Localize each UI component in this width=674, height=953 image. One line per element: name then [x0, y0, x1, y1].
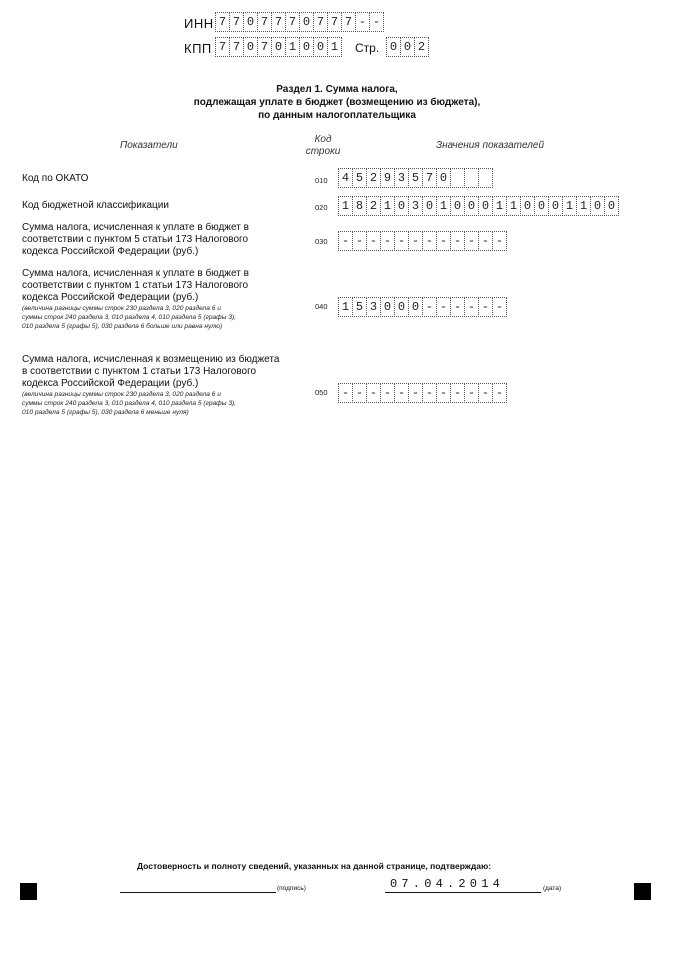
digit-cell[interactable]: - [450, 297, 465, 317]
digit-cell[interactable]: 3 [366, 297, 381, 317]
digit-cell[interactable]: 0 [380, 297, 395, 317]
digit-cell[interactable]: 0 [436, 168, 451, 188]
digit-cell[interactable]: - [369, 12, 384, 32]
digit-cell[interactable]: - [366, 231, 381, 251]
digit-cell[interactable]: - [492, 231, 507, 251]
inn-label: ИНН [184, 16, 214, 31]
row-label-line: Код бюджетной классификации [22, 200, 169, 211]
digit-cell[interactable]: 1 [338, 297, 353, 317]
page-label: Стр. [355, 41, 380, 55]
digit-cell[interactable]: 0 [271, 37, 286, 57]
row-label [22, 354, 312, 417]
section-title-line2: подлежащая уплате в бюджет (возмещению из бюджета), [193, 97, 481, 108]
row-label-line: кодекса Российской Федерации (руб.) [22, 246, 199, 257]
digit-cell[interactable]: 2 [366, 168, 381, 188]
row-note-line: суммы строк 240 раздела 3, 010 раздела 4, 010 раздела 5 (графы 3), [22, 314, 237, 321]
digit-cell[interactable] [464, 168, 479, 188]
row-value-cells [338, 196, 618, 216]
digit-cell[interactable]: - [380, 383, 395, 403]
digit-cell[interactable]: 1 [562, 196, 577, 216]
row-label-line: Сумма налога, исчисленная к уплате в бюджет в [22, 268, 249, 279]
date-label: (дата) [543, 885, 562, 892]
digit-cell[interactable]: 5 [408, 168, 423, 188]
digit-cell[interactable] [450, 168, 465, 188]
digit-cell[interactable]: 8 [352, 196, 367, 216]
row-label-line: соответствии с пунктом 1 статьи 173 Налогового [22, 280, 249, 291]
digit-cell[interactable]: - [450, 383, 465, 403]
digit-cell[interactable]: 5 [352, 168, 367, 188]
kpp-label: КПП [184, 41, 212, 56]
digit-cell[interactable]: 3 [408, 196, 423, 216]
row-code: 010 [315, 176, 328, 185]
digit-cell[interactable]: 0 [422, 196, 437, 216]
row-label-line: соответствии с пунктом 5 статьи 173 Налогового [22, 234, 249, 245]
digit-cell[interactable]: - [408, 231, 423, 251]
digit-cell[interactable]: 0 [520, 196, 535, 216]
digit-cell[interactable]: 0 [299, 12, 314, 32]
row-label [22, 268, 312, 331]
digit-cell[interactable]: 1 [338, 196, 353, 216]
section-title-line1: Раздел 1. Сумма налога, [276, 84, 398, 95]
row-value-cells [338, 297, 506, 317]
digit-cell[interactable]: 1 [285, 37, 300, 57]
digit-cell[interactable]: - [366, 383, 381, 403]
digit-cell[interactable]: 1 [380, 196, 395, 216]
digit-cell[interactable]: 7 [229, 12, 244, 32]
row-note-line: 010 раздела 5 (графы 5), 030 раздела 6 меньше нуля) [22, 409, 189, 416]
digit-cell[interactable]: 7 [215, 37, 230, 57]
digit-cell[interactable]: 0 [450, 196, 465, 216]
row-note-line: (величина разницы суммы строк 230 раздела 3, 020 раздела 6 и [22, 391, 221, 398]
digit-cell[interactable]: - [478, 297, 493, 317]
digit-cell[interactable]: - [478, 383, 493, 403]
digit-cell[interactable]: 7 [257, 12, 272, 32]
row-code: 020 [315, 203, 328, 212]
digit-cell[interactable]: 0 [548, 196, 563, 216]
digit-cell[interactable]: 0 [299, 37, 314, 57]
date-line [385, 892, 541, 893]
col-code-line1: Код [314, 134, 332, 145]
digit-cell[interactable]: 7 [257, 37, 272, 57]
digit-cell[interactable]: - [464, 231, 479, 251]
digit-cell[interactable]: 7 [341, 12, 356, 32]
digit-cell[interactable]: 0 [464, 196, 479, 216]
digit-cell[interactable]: 0 [400, 37, 415, 57]
digit-cell[interactable]: 0 [478, 196, 493, 216]
digit-cell[interactable]: - [338, 383, 353, 403]
digit-cell[interactable]: - [436, 383, 451, 403]
corner-marker-right [634, 883, 651, 900]
digit-cell[interactable]: 0 [590, 196, 605, 216]
digit-cell[interactable]: 7 [313, 12, 328, 32]
digit-cell[interactable]: 0 [243, 37, 258, 57]
row-label-line: в соответствии с пунктом 1 статьи 173 Налогового [22, 366, 257, 377]
row-label-line: Сумма налога, исчисленная к уплате в бюджет в [22, 222, 249, 233]
section-title-line3: по данным налогоплательщика [258, 110, 416, 121]
digit-cell[interactable]: 1 [327, 37, 342, 57]
digit-cell[interactable]: 2 [366, 196, 381, 216]
digit-cell[interactable]: 1 [506, 196, 521, 216]
digit-cell[interactable]: - [408, 383, 423, 403]
digit-cell[interactable]: 3 [394, 168, 409, 188]
digit-cell[interactable]: 7 [229, 37, 244, 57]
digit-cell[interactable]: 1 [492, 196, 507, 216]
row-code: 050 [315, 388, 328, 397]
digit-cell[interactable]: 0 [604, 196, 619, 216]
digit-cell[interactable]: 4 [338, 168, 353, 188]
digit-cell[interactable]: - [338, 231, 353, 251]
digit-cell[interactable]: - [450, 231, 465, 251]
row-label [22, 173, 312, 185]
digit-cell[interactable]: 9 [380, 168, 395, 188]
digit-cell[interactable]: - [394, 383, 409, 403]
digit-cell[interactable]: - [352, 383, 367, 403]
row-value-cells [338, 383, 506, 403]
section-title [150, 83, 524, 122]
digit-cell[interactable]: 0 [243, 12, 258, 32]
digit-cell[interactable]: - [492, 383, 507, 403]
digit-cell[interactable]: - [492, 297, 507, 317]
digit-cell[interactable]: 7 [271, 12, 286, 32]
digit-cell[interactable]: 1 [436, 196, 451, 216]
digit-cell[interactable]: 0 [313, 37, 328, 57]
row-note-line: 010 раздела 5 (графы 5), 030 раздела 6 больше или равна нулю) [22, 323, 223, 330]
col-code [300, 134, 346, 158]
digit-cell[interactable]: - [380, 231, 395, 251]
row-value-cells [338, 231, 506, 251]
digit-cell[interactable] [478, 168, 493, 188]
digit-cell[interactable]: 0 [408, 297, 423, 317]
signature-label: (подпись) [277, 885, 306, 892]
row-label [22, 200, 312, 212]
digit-cell[interactable]: 7 [327, 12, 342, 32]
page-cells [386, 37, 428, 57]
digit-cell[interactable]: - [422, 231, 437, 251]
digit-cell[interactable]: - [436, 231, 451, 251]
row-value-cells [338, 168, 492, 188]
digit-cell[interactable]: - [422, 383, 437, 403]
corner-marker-left [20, 883, 37, 900]
date-value: 07.04.2014 [390, 877, 505, 891]
kpp-cells [215, 37, 341, 57]
row-label-line: кодекса Российской Федерации (руб.) [22, 292, 199, 303]
digit-cell[interactable]: 0 [386, 37, 401, 57]
digit-cell[interactable]: - [464, 383, 479, 403]
digit-cell[interactable]: 5 [352, 297, 367, 317]
digit-cell[interactable]: 0 [394, 297, 409, 317]
digit-cell[interactable]: 0 [394, 196, 409, 216]
digit-cell[interactable]: 0 [534, 196, 549, 216]
row-code: 030 [315, 237, 328, 246]
digit-cell[interactable]: 2 [414, 37, 429, 57]
col-code-line2: строки [305, 146, 341, 157]
digit-cell[interactable]: 7 [285, 12, 300, 32]
row-label [22, 222, 312, 258]
confirmation-text: Достоверность и полноту сведений, указанных на данной странице, подтверждаю: [137, 861, 492, 871]
row-label-line: Код по ОКАТО [22, 173, 89, 184]
digit-cell[interactable]: - [352, 231, 367, 251]
row-label-line: кодекса Российской Федерации (руб.) [22, 378, 199, 389]
inn-cells [215, 12, 383, 32]
col-indicators: Показатели [120, 140, 178, 151]
digit-cell[interactable]: 7 [422, 168, 437, 188]
digit-cell[interactable]: 1 [576, 196, 591, 216]
digit-cell[interactable]: - [478, 231, 493, 251]
digit-cell[interactable]: 7 [215, 12, 230, 32]
digit-cell[interactable]: - [436, 297, 451, 317]
row-code: 040 [315, 302, 328, 311]
digit-cell[interactable]: - [355, 12, 370, 32]
row-label-line: Сумма налога, исчисленная к возмещению из бюджета [22, 354, 280, 365]
digit-cell[interactable]: - [422, 297, 437, 317]
digit-cell[interactable]: - [464, 297, 479, 317]
col-values: Значения показателей [436, 140, 545, 151]
signature-line[interactable] [120, 892, 276, 893]
row-note-line: (величина разницы суммы строк 230 раздела 3, 020 раздела 6 и [22, 305, 221, 312]
digit-cell[interactable]: - [394, 231, 409, 251]
row-note-line: суммы строк 240 раздела 3, 010 раздела 4, 010 раздела 5 (графы 3), [22, 400, 237, 407]
